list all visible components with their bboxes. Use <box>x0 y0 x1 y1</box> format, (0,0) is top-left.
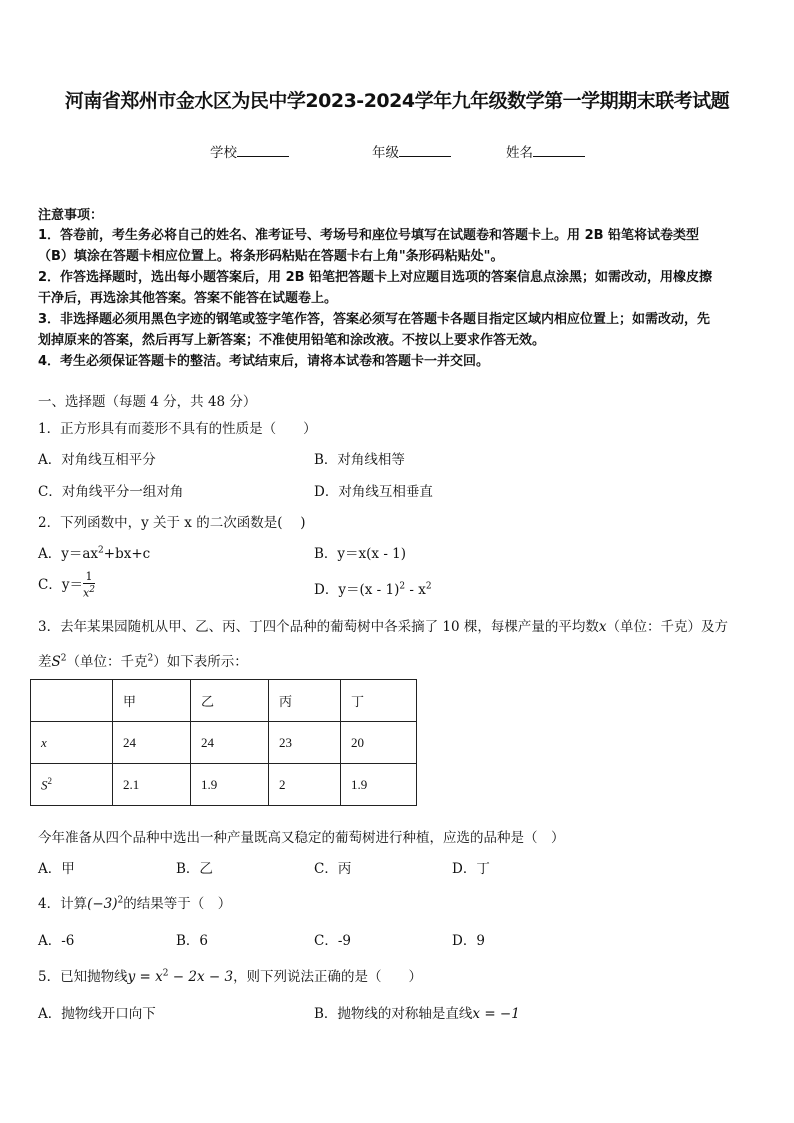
school-field <box>210 141 289 161</box>
q1-option-a[interactable]: A．对角线互相平分 <box>38 452 156 468</box>
q3-stem2-mid: （单位：千克 <box>66 654 148 670</box>
q2-c-fraction <box>83 571 95 600</box>
grade-label: 年级 <box>372 145 399 161</box>
q4-option-a[interactable]: A．-6 <box>38 933 75 949</box>
q4-stem-post: 的结果等于（ ） <box>123 896 232 912</box>
q4-option-d[interactable]: D．9 <box>452 933 485 949</box>
q2-option-c[interactable] <box>38 571 95 600</box>
q2-option-d[interactable] <box>314 578 432 598</box>
table-row <box>31 722 417 764</box>
q2-a-exp: 2 <box>98 545 104 556</box>
q3-stem-line2 <box>38 650 248 670</box>
table-row-label: x <box>31 722 113 764</box>
q1-option-d[interactable]: D．对角线互相垂直 <box>314 484 433 500</box>
section-heading: 一、选择题（每题 4 分，共 48 分） <box>38 394 257 410</box>
variance-symbol: S <box>51 654 61 670</box>
q2-d-text: D．y＝(x - 1) <box>314 582 400 598</box>
note-line: 干净后，再选涂其他答案。答案不能答在试题卷上。 <box>38 291 338 306</box>
q1-option-c[interactable]: C．对角线平分一组对角 <box>38 484 184 500</box>
table-header-cell: 丙 <box>269 680 341 722</box>
q2-d-mid: - x <box>405 582 426 598</box>
q4-stem <box>38 892 231 912</box>
fraction-den-var: x <box>82 586 90 600</box>
q3-stem2-text: 差 <box>38 654 52 670</box>
table-header-cell: 甲 <box>113 680 191 722</box>
name-blank[interactable] <box>533 145 585 157</box>
q3-option-b[interactable]: B．乙 <box>176 861 213 877</box>
variance-symbol: S <box>41 777 48 793</box>
q3-stem2-post: ）如下表所示： <box>153 654 248 670</box>
note-line: 4．考生必须保证答题卡的整洁。考试结束后，请将本试卷和答题卡一并交回。 <box>38 354 490 369</box>
q5-b-text: B．抛物线的对称轴是直线 <box>314 1006 473 1022</box>
q5-exp: 2 <box>162 968 169 979</box>
note-line: 3．非选择题必须用黑色字迹的钢笔或签字笔作答，答案必须写在答题卡各题目指定区域内相应位置上；如需改动，先 <box>38 312 711 327</box>
grade-field <box>372 141 451 161</box>
mean-symbol: x <box>598 619 607 635</box>
q3-option-a[interactable]: A．甲 <box>38 861 75 877</box>
fraction-denominator <box>83 584 95 600</box>
q5-expression: y = x <box>127 969 163 985</box>
note-line: 2．作答选择题时，选出每小题答案后，用 2B 铅笔把答题卡上对应题目选项的答案信息点涂黑；如需改动，用橡皮擦 <box>38 270 713 285</box>
q2-d-exp1: 2 <box>399 581 406 592</box>
note-line: 1．答卷前，考生务必将自己的姓名、准考证号、考场号和座位号填写在试题卷和答题卡上。用 2B 铅笔将试卷类型 <box>38 228 700 243</box>
q2-a-post: +bx+c <box>103 546 151 562</box>
q5-stem-post: ，则下列说法正确的是（ ） <box>233 969 423 985</box>
q2-option-a[interactable] <box>38 542 150 562</box>
q1-stem: 1．正方形具有而菱形不具有的性质是（ ） <box>38 421 317 437</box>
table-header-row <box>31 680 417 722</box>
table-header-cell: 丁 <box>341 680 417 722</box>
name-label: 姓名 <box>506 145 533 161</box>
q2-c-text: C．y＝ <box>38 576 83 593</box>
table-cell: 1.9 <box>341 764 417 806</box>
table-header-cell: 乙 <box>191 680 269 722</box>
q2-d-exp2: 2 <box>425 581 432 592</box>
q2-option-b[interactable]: B．y＝x(x - 1) <box>314 546 407 562</box>
q2-a-text: A．y＝ax <box>38 546 99 562</box>
q3-stem-unit: （单位：千克）及方 <box>606 619 728 635</box>
q5-option-b[interactable] <box>314 1002 520 1022</box>
table-cell: 24 <box>113 722 191 764</box>
q5-stem <box>38 965 422 985</box>
variance-exp: 2 <box>47 775 52 786</box>
table-row <box>31 764 417 806</box>
table-cell: 23 <box>269 722 341 764</box>
q4-option-b[interactable]: B．6 <box>176 933 209 949</box>
q1-option-b[interactable]: B．对角线相等 <box>314 452 405 468</box>
q3-stem-text: 3．去年某果园随机从甲、乙、丙、丁四个品种的葡萄树中各采摘了 10 棵，每棵产量的平均数 <box>38 619 599 635</box>
q5-stem-text: 5．已知抛物线 <box>38 969 128 985</box>
q3-stem-line1 <box>38 615 728 635</box>
school-label: 学校 <box>210 145 237 161</box>
page-title: 河南省郑州市金水区为民中学2023-2024学年九年级数学第一学期期末联考试题 <box>64 90 730 112</box>
fraction-numerator: 1 <box>83 571 95 584</box>
q5-option-a[interactable]: A．抛物线开口向下 <box>38 1006 156 1022</box>
table-row-label <box>31 764 113 806</box>
table-cell: 2.1 <box>113 764 191 806</box>
q4-exp: 2 <box>117 895 124 906</box>
grade-blank[interactable] <box>399 145 451 157</box>
q4-option-c[interactable]: C．-9 <box>314 933 351 949</box>
variance-exp: 2 <box>60 653 67 664</box>
variety-table <box>30 679 417 806</box>
q4-stem-text: 4．计算 <box>38 896 88 912</box>
table-cell: 20 <box>341 722 417 764</box>
q4-expression: (−3) <box>87 896 118 912</box>
name-field <box>506 141 585 161</box>
q5-b-expression: x = −1 <box>472 1006 520 1022</box>
table-cell <box>31 680 113 722</box>
notes-heading: 注意事项： <box>38 208 104 223</box>
school-blank[interactable] <box>237 145 289 157</box>
q2-stem: 2．下列函数中，y 关于 x 的二次函数是( ) <box>38 515 306 531</box>
table-cell: 2 <box>269 764 341 806</box>
fraction-den-exp: 2 <box>89 585 95 595</box>
table-cell: 24 <box>191 722 269 764</box>
q3-option-c[interactable]: C．丙 <box>314 861 352 877</box>
q3-stem-line3: 今年准备从四个品种中选出一种产量既高又稳定的葡萄树进行种植，应选的品种是（ ） <box>38 830 565 846</box>
unit-exp: 2 <box>147 653 154 664</box>
note-line: 划掉原来的答案，然后再写上新答案；不准使用铅笔和涂改液。不按以上要求作答无效。 <box>38 333 546 348</box>
q5-expression-rest: − 2x − 3 <box>168 969 234 985</box>
note-line: （B）填涂在答题卡相应位置上。将条形码粘贴在答题卡右上角"条形码粘贴处"。 <box>38 249 504 264</box>
table-cell: 1.9 <box>191 764 269 806</box>
q3-option-d[interactable]: D．丁 <box>452 861 490 877</box>
